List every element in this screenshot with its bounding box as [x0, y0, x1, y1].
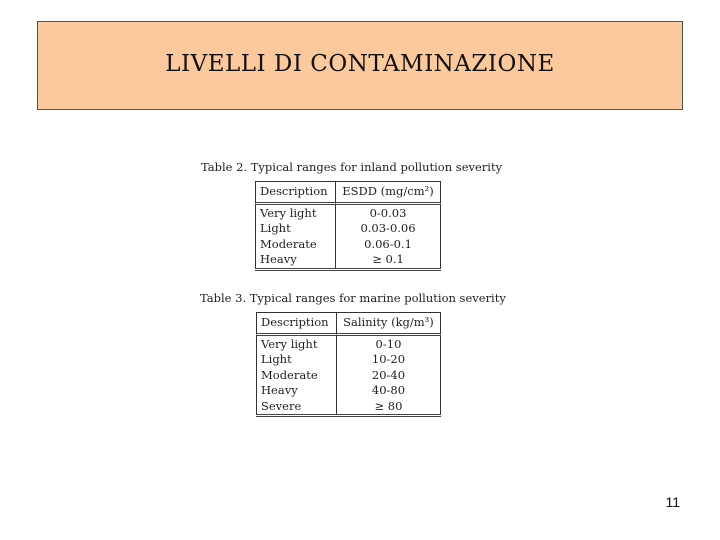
row-description: Heavy	[256, 383, 337, 399]
page-number: 11	[665, 494, 680, 510]
inland-pollution-table	[255, 181, 441, 271]
table-row	[255, 237, 441, 253]
column-header-description: Description	[255, 182, 336, 205]
table-header-row	[256, 313, 441, 336]
row-value: 0.06-0.1	[336, 237, 441, 253]
column-header-salinity: Salinity (kg/m³)	[337, 313, 441, 336]
row-description: Light	[255, 221, 336, 237]
column-header-esdd: ESDD (mg/cm²)	[336, 182, 441, 205]
row-description: Heavy	[255, 252, 336, 268]
table-row	[255, 221, 441, 237]
row-value: 0.03-0.06	[336, 221, 441, 237]
row-description: Severe	[256, 399, 337, 415]
table-row	[256, 383, 441, 399]
row-value: 40-80	[337, 383, 441, 399]
row-description: Light	[256, 352, 337, 368]
row-value: ≥ 80	[337, 399, 441, 415]
table3-caption: Table 3. Typical ranges for marine pollution severity	[200, 291, 506, 305]
row-value: 0-0.03	[336, 205, 441, 222]
table-row	[256, 336, 441, 353]
table-row	[256, 368, 441, 384]
table2-caption: Table 2. Typical ranges for inland pollution severity	[201, 160, 503, 174]
title-banner	[37, 21, 683, 110]
row-value: 20-40	[337, 368, 441, 384]
table-row	[255, 252, 441, 268]
table-header-row	[255, 182, 441, 205]
slide-title: LIVELLI DI CONTAMINAZIONE	[165, 50, 555, 77]
table-row	[255, 205, 441, 222]
table-row	[256, 352, 441, 368]
row-value: 0-10	[337, 336, 441, 353]
row-description: Moderate	[256, 368, 337, 384]
row-description: Moderate	[255, 237, 336, 253]
table-row	[256, 399, 441, 415]
marine-pollution-table	[256, 312, 441, 417]
row-value: ≥ 0.1	[336, 252, 441, 268]
row-description: Very light	[256, 336, 337, 353]
row-description: Very light	[255, 205, 336, 222]
row-value: 10-20	[337, 352, 441, 368]
column-header-description: Description	[256, 313, 337, 336]
